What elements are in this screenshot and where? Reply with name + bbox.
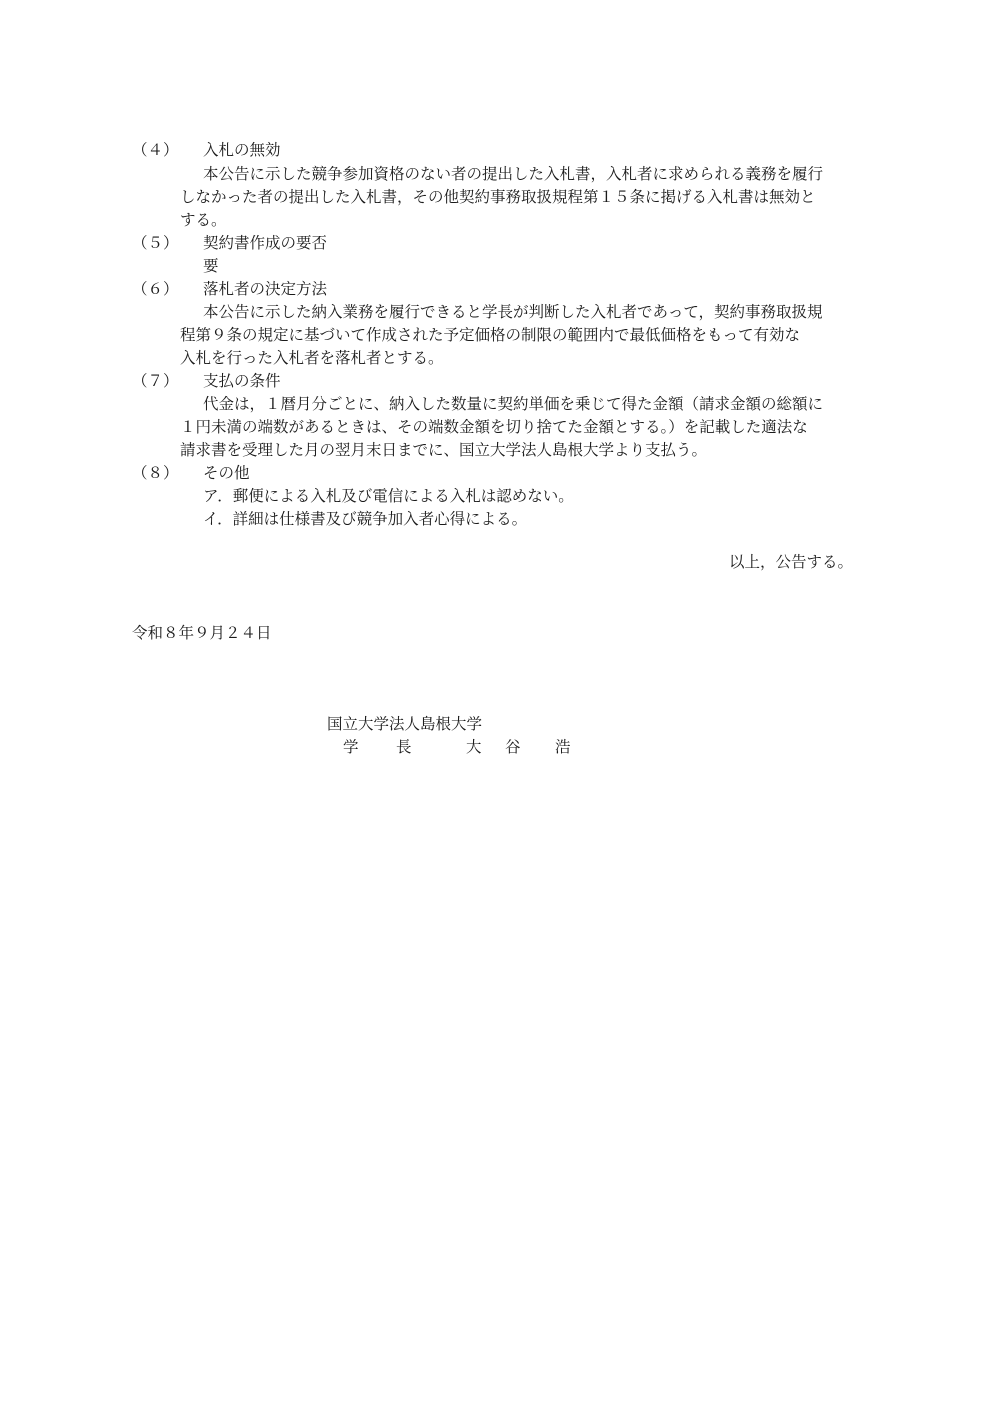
issuer-name-char: 浩 <box>555 738 571 756</box>
section-5-text-line: 要 <box>203 257 219 275</box>
section-6-text-line: 入札を行った入札者を落札者とする。 <box>180 349 444 367</box>
section-8-item: イ．詳細は仕様書及び競争加入者心得による。 <box>203 510 528 528</box>
closing-statement: 以上，公告する。 <box>729 553 854 571</box>
issuer-organization: 国立大学法人島根大学 <box>327 715 483 733</box>
section-7-text-line: 代金は，１暦月分ごとに、納入した数量に契約単価を乗じて得た金額（請求金額の総額に <box>203 395 824 413</box>
issuer-title-char: 長 <box>396 738 412 756</box>
issuer-name-char: 大 <box>466 738 482 756</box>
section-8-heading: その他 <box>203 464 250 482</box>
section-5-heading: 契約書作成の要否 <box>203 234 328 252</box>
issuer-title-char: 学 <box>343 738 359 756</box>
section-6-text-line: 本公告に示した納入業務を履行できると学長が判断した入札者であって，契約事務取扱規 <box>203 303 823 321</box>
section-4-text-line: する。 <box>180 211 227 229</box>
section-4-number: （４） <box>132 141 179 159</box>
section-7-text-line: 請求書を受理した月の翌月末日までに、国立大学法人島根大学より支払う。 <box>180 441 708 459</box>
section-4-heading: 入札の無効 <box>203 141 281 159</box>
section-8-number: （８） <box>132 464 179 482</box>
section-4-text-line: 本公告に示した競争参加資格のない者の提出した入札書，入札者に求められる義務を履行 <box>203 165 824 183</box>
section-4-text-line: しなかった者の提出した入札書，その他契約事務取扱規程第１５条に掲げる入札書は無効と <box>180 188 816 206</box>
section-7-heading: 支払の条件 <box>203 372 281 390</box>
issuer-name-char: 谷 <box>505 738 521 756</box>
section-6-heading: 落札者の決定方法 <box>203 280 328 298</box>
section-6-text-line: 程第９条の規定に基づいて作成された予定価格の制限の範囲内で最低価格をもって有効な <box>180 326 801 344</box>
announcement-date: 令和８年９月２４日 <box>132 624 272 642</box>
section-6-number: （６） <box>132 280 179 298</box>
section-7-text-line: １円未満の端数があるときは、その端数金額を切り捨てた金額とする。）を記載した適法な <box>180 418 808 436</box>
section-5-number: （５） <box>132 234 179 252</box>
section-7-number: （７） <box>132 372 179 390</box>
section-8-item: ア．郵便による入札及び電信による入札は認めない。 <box>203 487 574 505</box>
